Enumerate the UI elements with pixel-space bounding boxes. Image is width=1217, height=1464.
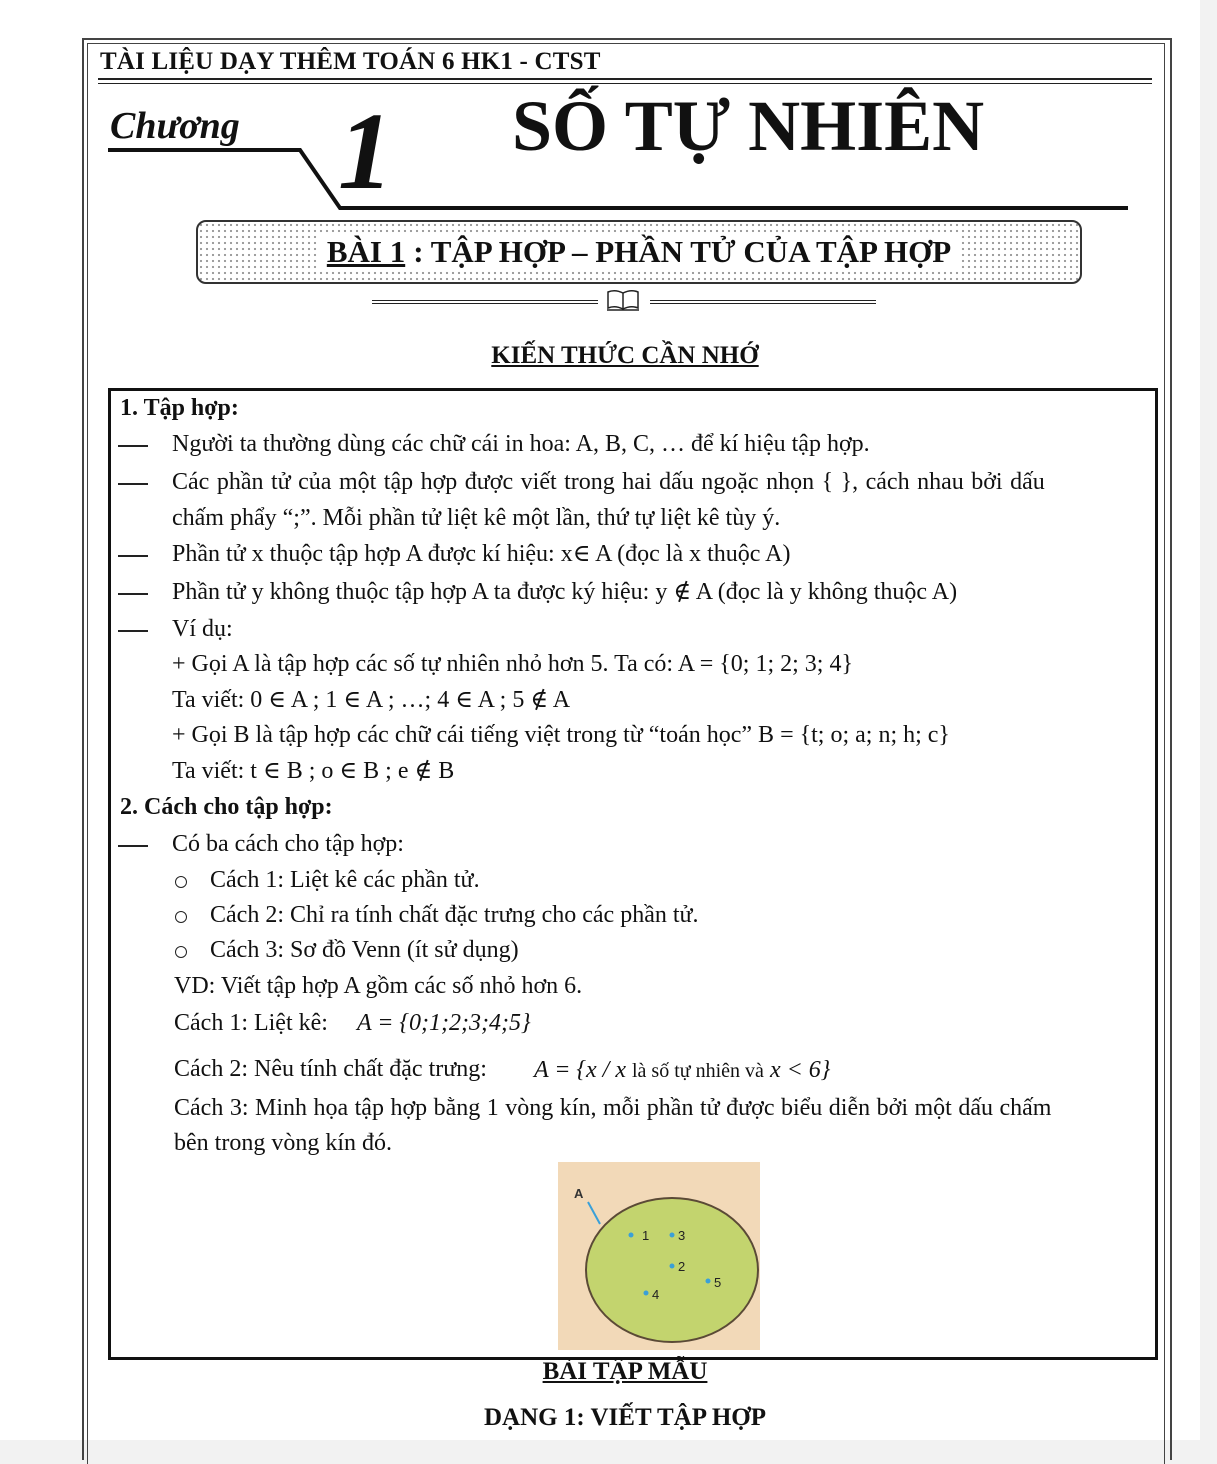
way-2-formula-b: là số tự nhiên và	[632, 1060, 764, 1082]
sets-paragraph-2-line1: Các phần tử của một tập hợp được viết trong hai dấu ngoặc nhọn { }, cách nhau bởi dấu	[172, 469, 1045, 495]
venn-element: 4	[652, 1287, 660, 1302]
way-3-line-2: bên trong vòng kín đó.	[174, 1130, 392, 1156]
dash-bullet	[118, 845, 148, 847]
example-2: + Gọi B là tập hợp các chữ cái tiếng việt trong từ “toán học” B = {t; o; a; n; h; c}	[172, 722, 950, 748]
circle-bullet	[175, 946, 187, 958]
dash-bullet	[118, 445, 148, 447]
divider-right	[650, 300, 876, 304]
venn-element-dot	[670, 1233, 675, 1238]
venn-element-dot	[670, 1264, 675, 1269]
section-title-sample-exercises: BÀI TẬP MẪU	[542, 1358, 708, 1385]
section-title-knowledge: KIẾN THỨC CẦN NHỚ	[491, 342, 759, 369]
dash-bullet	[118, 630, 148, 632]
way-2-label: Cách 2: Nêu tính chất đặc trưng:	[174, 1056, 487, 1082]
venn-element-dot	[644, 1291, 649, 1296]
document-header: TÀI LIỆU DẠY THÊM TOÁN 6 HK1 - CTST	[100, 48, 601, 75]
ways-intro: Có ba cách cho tập hợp:	[172, 831, 404, 857]
chapter-title: SỐ TỰ NHIÊN	[512, 86, 985, 166]
venn-element-dot	[706, 1279, 711, 1284]
ways-heading: 2. Cách cho tập hợp:	[120, 794, 333, 820]
section-title-type-1: DẠNG 1: VIẾT TẬP HỢP	[484, 1404, 766, 1431]
venn-diagram	[558, 1162, 760, 1350]
dash-bullet	[118, 593, 148, 595]
way-2-formula-a: A = {x / x	[534, 1057, 626, 1083]
header-rule-thin	[98, 83, 1152, 84]
way-1-formula: A = {0;1;2;3;4;5}	[357, 1010, 531, 1036]
divider-left	[372, 300, 598, 304]
ways-example: VD: Viết tập hợp A gồm các số nhỏ hơn 6.	[174, 973, 583, 999]
circle-bullet	[175, 876, 187, 888]
circle-bullet	[175, 911, 187, 923]
example-1: + Gọi A là tập hợp các số tự nhiên nhỏ hơn 5. Ta có: A = {0; 1; 2; 3; 4}	[172, 651, 853, 677]
venn-element: 2	[678, 1259, 686, 1274]
sets-paragraph-4: Phần tử y không thuộc tập hợp A ta được ký hiệu: y ∉ A (đọc là y không thuộc A)	[172, 579, 958, 605]
venn-element-dot	[629, 1233, 634, 1238]
dash-bullet	[118, 555, 148, 557]
book-icon	[606, 288, 640, 312]
venn-set-label: A	[574, 1186, 584, 1201]
lesson-title-rest: : TẬP HỢP – PHẦN TỬ CỦA TẬP HỢP	[409, 234, 955, 269]
way-2-formula-c: x < 6}	[769, 1057, 831, 1083]
sets-paragraph-1: Người ta thường dùng các chữ cái in hoa: A, B, C, … để kí hiệu tập hợp.	[172, 431, 870, 457]
sets-heading: 1. Tập hợp:	[120, 395, 239, 421]
way-item-1: Cách 1: Liệt kê các phần tử.	[210, 867, 480, 893]
example-1-notation: Ta viết: 0 ∈ A ; 1 ∈ A ; …; 4 ∈ A ; 5 ∉ A	[172, 687, 571, 713]
lesson-prefix: BÀI 1	[323, 234, 409, 269]
lesson-title	[198, 222, 1080, 282]
example-2-notation: Ta viết: t ∈ B ; o ∈ B ; e ∉ B	[172, 758, 455, 784]
sets-paragraph-3: Phần tử x thuộc tập hợp A được kí hiệu: x∈ A (đọc là x thuộc A)	[172, 541, 791, 567]
way-item-2: Cách 2: Chỉ ra tính chất đặc trưng cho các phần tử.	[210, 902, 699, 928]
venn-element: 5	[714, 1275, 722, 1290]
sets-paragraph-2-line2: chấm phẩy “;”. Mỗi phần tử liệt kê một lần, thứ tự liệt kê tùy ý.	[172, 505, 781, 531]
dash-bullet	[118, 483, 148, 485]
venn-set-circle	[586, 1198, 758, 1342]
venn-element: 1	[642, 1228, 650, 1243]
way-3-line-1: Cách 3: Minh họa tập hợp bằng 1 vòng kín, mỗi phần tử được biểu diễn bởi một dấu chấm	[174, 1095, 1052, 1121]
way-1-label: Cách 1: Liệt kê:	[174, 1010, 328, 1036]
sets-example-label: Ví dụ:	[172, 616, 233, 642]
lesson-title-box	[196, 220, 1082, 284]
chapter-number: 1	[338, 90, 393, 212]
way-2-formula	[534, 1055, 830, 1086]
way-item-3: Cách 3: Sơ đồ Venn (ít sử dụng)	[210, 937, 519, 963]
venn-element: 3	[678, 1228, 686, 1243]
header-rule	[98, 78, 1152, 80]
chapter-word: Chương	[110, 105, 240, 147]
